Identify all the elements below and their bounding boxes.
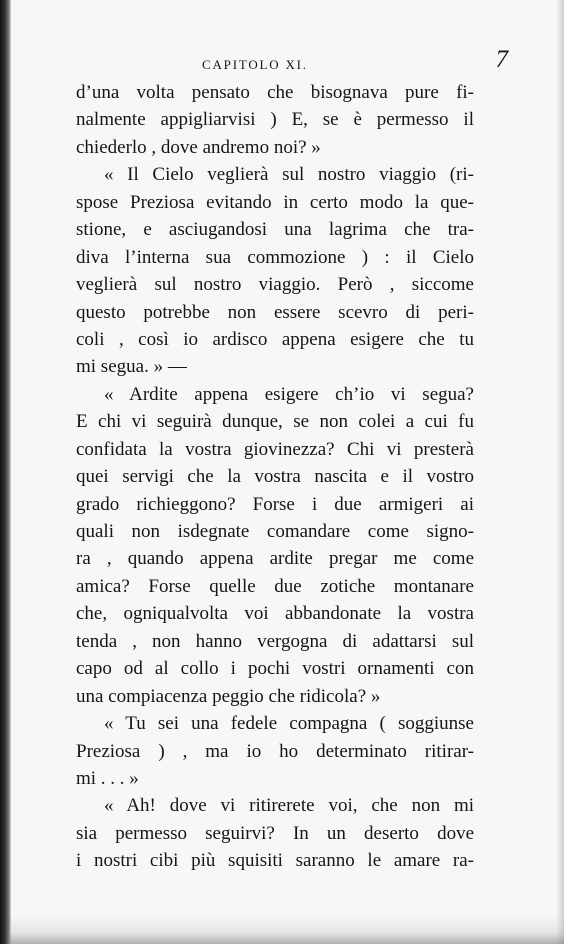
text-line: i nostri cibi più squisiti saranno le amare ra- xyxy=(76,850,474,872)
page-right-shadow xyxy=(556,0,564,944)
paragraph-start-line: « Ah! dove vi ritirerete voi, che non mi xyxy=(104,795,474,817)
text-line: Preziosa ) , ma io ho determinato ritirar- xyxy=(76,740,474,762)
text-line: E chi vi seguirà dunque, se non colei a cui fu xyxy=(76,411,474,433)
paragraph-start-line: « Tu sei una fedele compagna ( soggiunse xyxy=(104,713,474,735)
text-line: mi . . . » xyxy=(76,767,139,789)
text-line: veglierà sul nostro viaggio. Però , siccome xyxy=(76,274,474,296)
text-line: mi segua. » — xyxy=(76,356,187,378)
text-line: sia permesso seguirvi? In un deserto dove xyxy=(76,822,474,844)
text-line: confidata la vostra giovinezza? Chi vi presterà xyxy=(76,438,474,460)
text-line: amica? Forse quelle due zotiche montanare xyxy=(76,575,474,597)
text-line: nalmente appigliarvisi ) E, se è permesso il xyxy=(76,109,474,131)
text-line: spose Preziosa evitando in certo modo la que- xyxy=(76,191,474,213)
text-line: quali non isdegnate comandare come signo- xyxy=(76,521,474,542)
paragraph-start-line: « Il Cielo veglierà sul nostro viaggio (ri- xyxy=(104,164,474,186)
text-line: d’una volta pensato che bisognava pure fi- xyxy=(76,82,474,103)
text-line: questo potrebbe non essere scevro di peri- xyxy=(76,301,474,323)
running-head: CAPITOLO XI. xyxy=(202,57,308,72)
text-line: grado richieggono? Forse i due armigeri ai xyxy=(76,493,474,515)
text-line: coli , così io ardisco appena esigere che tu xyxy=(76,328,474,350)
text-line: che, ogniqualvolta voi abbandonate la vostra xyxy=(76,603,474,625)
text-line: capo od al collo i pochi vostri ornamenti con xyxy=(76,658,474,680)
text-line: stione, e asciugandosi una lagrima che tra- xyxy=(76,219,474,241)
text-line: quei servigi che la vostra nascita e il vostro xyxy=(76,466,474,488)
text-line: tenda , non hanno vergogna di adattarsi sul xyxy=(76,630,474,652)
body-text xyxy=(76,79,474,875)
page-number: 7 xyxy=(495,46,508,73)
paragraph-start-line: « Ardite appena esigere ch’io vi segua? xyxy=(104,383,474,405)
book-binding-edge xyxy=(0,0,11,944)
text-line: ra , quando appena ardite pregar me come xyxy=(76,548,474,570)
text-line: diva l’interna sua commozione ) : il Cielo xyxy=(76,246,474,268)
text-line: chiederlo , dove andremo noi? » xyxy=(76,136,321,158)
text-line: una compiacenza peggio che ridicola? » xyxy=(76,685,381,707)
page-bottom-scan-shadow xyxy=(10,916,564,944)
